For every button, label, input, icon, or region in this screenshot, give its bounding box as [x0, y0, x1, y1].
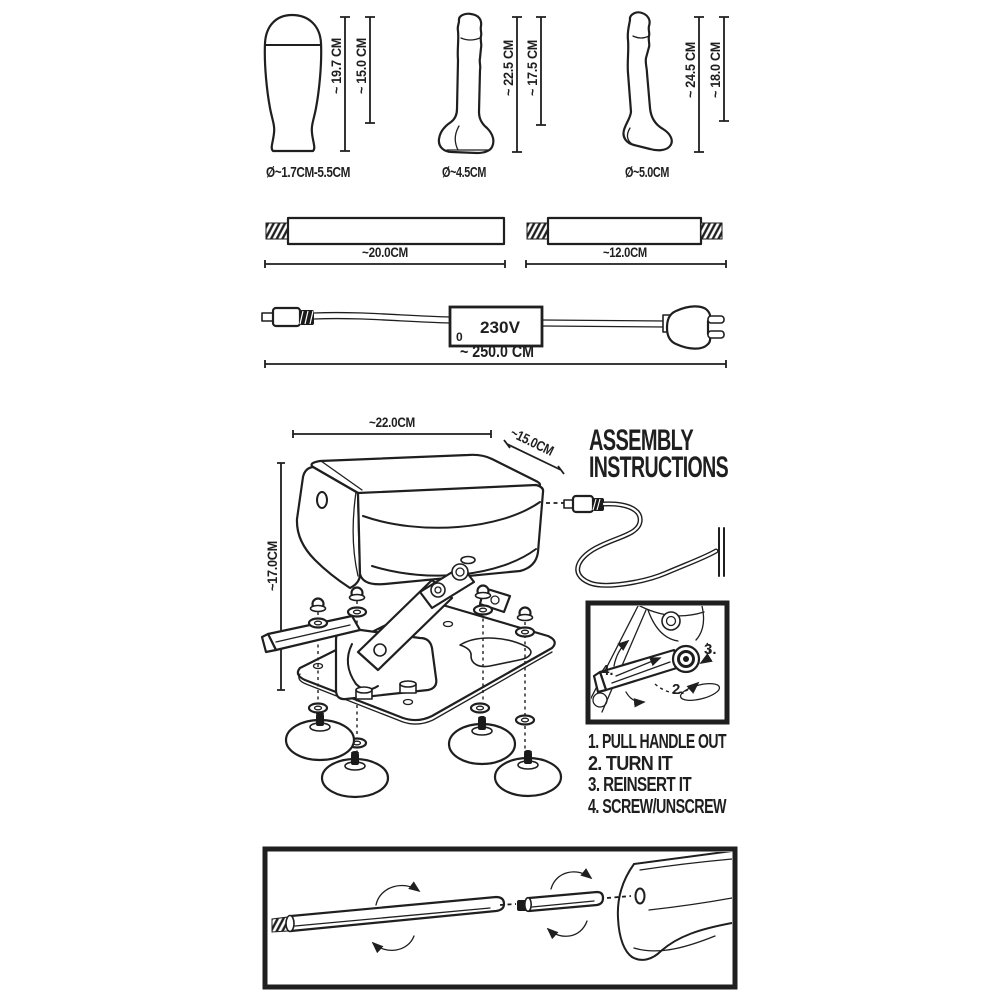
rod-long-length-label: ~20.0CM	[362, 244, 408, 260]
step-2: 2. TURN IT	[588, 753, 673, 775]
assembly-title-line2: INSTRUCTIONS	[589, 451, 728, 484]
machine-width-label: ~22.0CM	[369, 414, 415, 430]
dim-dildo-small-total	[500, 17, 522, 152]
dc-plug-tip	[262, 313, 273, 321]
dim-label-22-5: ~ 22.5 CM	[500, 33, 516, 96]
machine-body	[297, 455, 543, 588]
assembly-dc-body	[573, 496, 593, 512]
exploded-base	[262, 557, 561, 798]
rod-short-length-label: ~12.0CM	[603, 244, 647, 260]
dim-label-19-7: ~ 19.7 CM	[328, 31, 344, 94]
dim-dildo-small-insert	[524, 17, 546, 125]
wall-line	[719, 528, 724, 576]
diameter-label-dildo-small: Ø~4.5CM	[442, 164, 487, 181]
rod-attachment-panel	[265, 849, 735, 987]
dim-label-15-0: ~ 15.0 CM	[353, 31, 369, 94]
dim-label-18-0: ~ 18.0 CM	[707, 35, 723, 98]
dim-label-17-5: ~ 17.5 CM	[524, 33, 540, 96]
rod-long-thread	[266, 223, 288, 239]
dim-sleeve-insert	[353, 17, 375, 123]
plug-prong-bottom	[708, 331, 724, 338]
step-3: 3. REINSERT IT	[588, 774, 692, 796]
rod-long-body	[288, 218, 504, 244]
assembly-dc-tip	[564, 500, 573, 508]
assembly-power-cord	[546, 496, 724, 585]
cable-left-bottom	[314, 319, 450, 323]
handle-detail-inset	[588, 603, 727, 722]
attachment-sleeve	[265, 15, 321, 151]
power-supply	[262, 306, 726, 368]
adapter-power-indicator: 0	[456, 330, 463, 344]
attachment-dildo-large	[623, 12, 671, 150]
diameter-label-sleeve: Ø~1.7CM-5.5CM	[266, 164, 350, 181]
assembly-steps	[588, 731, 727, 818]
adapter-voltage-label: 230V	[480, 318, 521, 337]
eu-plug-body	[667, 306, 710, 348]
plug-prong-top	[708, 316, 724, 323]
machine-depth-label: ~15.0CM	[508, 424, 565, 463]
dim-dildo-large-total	[682, 17, 704, 152]
rod-short	[526, 218, 726, 268]
inset-label-3: 3.	[704, 641, 717, 658]
suction-cup	[286, 712, 354, 760]
diameter-label-dildo-large: Ø~5.0CM	[625, 164, 670, 181]
machine-height-label: ~17.0CM	[264, 535, 280, 591]
suction-cup	[449, 716, 515, 764]
dim-sleeve-total	[328, 17, 350, 151]
inset-label-4: 4.	[601, 662, 614, 679]
dim-label-24-5: ~ 24.5 CM	[682, 35, 698, 98]
step-4: 4. SCREW/UNSCREW	[588, 796, 727, 818]
rod-short-body	[548, 218, 701, 244]
assembly-title-line1: ASSEMBLY	[589, 424, 694, 457]
rod-long	[265, 218, 505, 268]
cable-right	[542, 320, 665, 327]
dc-plug-body	[273, 308, 300, 326]
rod-short-thread-left	[527, 223, 548, 239]
dim-machine-depth	[504, 424, 564, 474]
dim-machine-width	[293, 414, 491, 438]
cable-left-top	[314, 313, 450, 317]
step-1: 1. PULL HANDLE OUT	[588, 731, 727, 753]
rod-short-thread-right	[701, 223, 722, 239]
attachment-dildo-small	[439, 14, 493, 153]
cable-length-label: ~ 250.0 CM	[460, 342, 534, 361]
inset-label-2: 2.	[672, 681, 685, 698]
dim-machine-height	[264, 463, 285, 690]
dim-dildo-large-insert	[707, 17, 729, 121]
